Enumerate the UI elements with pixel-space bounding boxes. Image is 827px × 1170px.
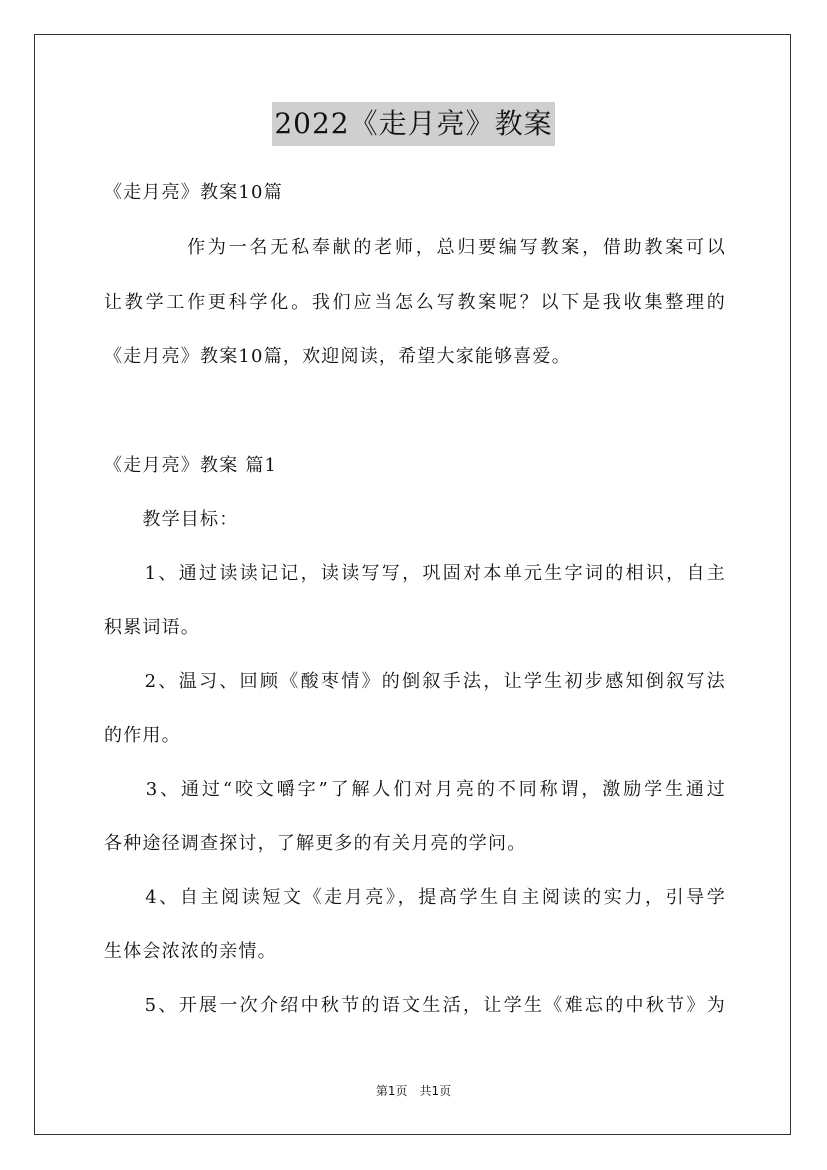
goal-line-5: 3、通过“咬文嚼字”了解人们对月亮的不同称谓，激励学生通过 (104, 779, 726, 800)
goal-line-4: 的作用。 (104, 725, 181, 746)
document-title: 2022《走月亮》教案 (272, 102, 554, 146)
goal-line-9: 5、开展一次介绍中秋节的语文生活，让学生《难忘的中秋节》为 (104, 995, 726, 1016)
title-block (0, 102, 827, 146)
intro-line-2: 让教学工作更科学化。我们应当怎么写教案呢？以下是我收集整理的 (104, 292, 726, 313)
intro-line-1: 作为一名无私奉献的老师，总归要编写教案，借助教案可以 (104, 237, 726, 258)
section-heading: 《走月亮》教案 篇1 (104, 455, 278, 476)
goal-line-6: 各种途径调查探讨，了解更多的有关月亮的学问。 (104, 833, 527, 854)
subtitle: 《走月亮》教案10篇 (104, 182, 283, 203)
goal-line-3: 2、温习、回顾《酸枣情》的倒叙手法，让学生初步感知倒叙写法 (104, 671, 726, 692)
goal-line-1: 1、通过读读记记，读读写写，巩固对本单元生字词的相识，自主 (104, 563, 726, 584)
goal-line-7: 4、自主阅读短文《走月亮》，提高学生自主阅读的实力，引导学 (104, 887, 726, 908)
intro-line-3: 《走月亮》教案10篇，欢迎阅读，希望大家能够喜爱。 (104, 346, 571, 367)
goals-label: 教学目标： (104, 509, 239, 530)
goal-line-8: 生体会浓浓的亲情。 (104, 941, 277, 962)
goal-line-2: 积累词语。 (104, 617, 200, 638)
page-number: 第1页 共1页 (375, 1084, 452, 1098)
